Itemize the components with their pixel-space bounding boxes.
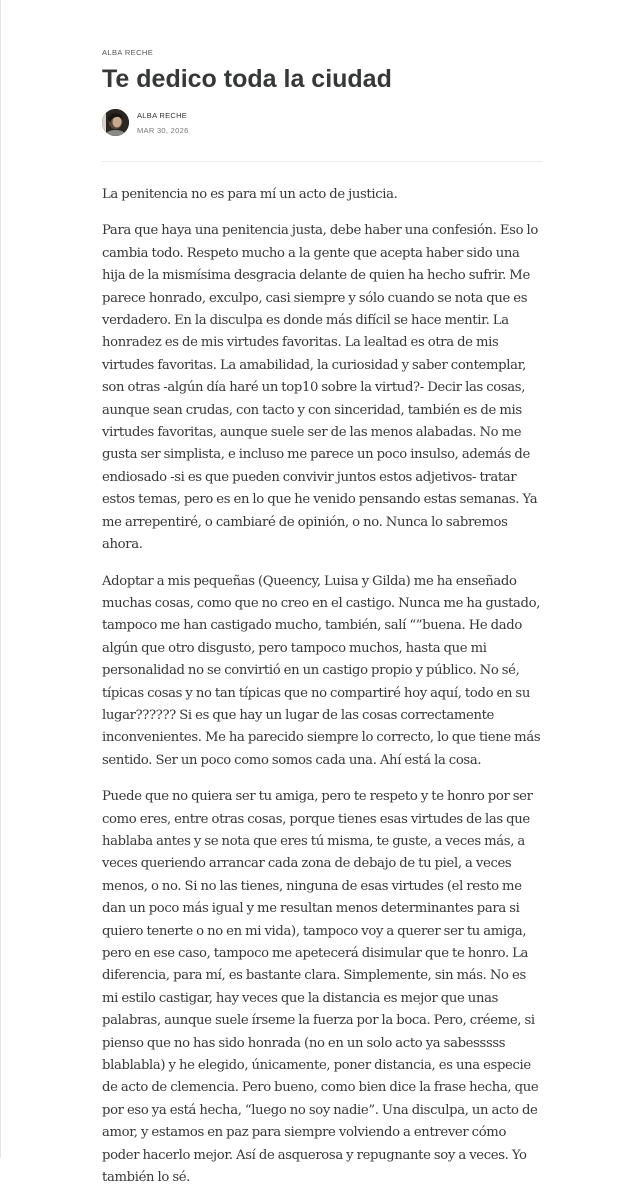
paragraph: La penitencia no es para mí un acto de justicia.	[102, 187, 398, 202]
avatar-photo-icon	[102, 109, 129, 136]
paragraph: Para que haya una penitencia justa, debe haber una confesión. Eso lo cambia todo. Respeto mucho a la gente que acepta haber sido una hija de la mismísima desgracia delante de quien ha hecho sufrir. Me parece honrado, exculpo, casi siempre y sólo cuando se nota que es verdadero. En la disculpa es donde más difícil se hace mentir. La honradez es de mis virtudes favoritas. La lealtad es otra de mis virtudes favoritas. La amabilidad, la curiosidad y saber contemplar, son otras -algún día haré un top10 sobre la virtud?- Decir las cosas, aunque sean crudas, con tacto y con sinceridad, también es de mis virtudes favoritas, aunque suele ser de las menos alabadas. No me gusta ser simplista, e incluso me parece un poco insulso, además de endiosado -si es que pueden convivir juntos estos adjetivos- tratar estos temas, pero es en lo que he venido pensando estas semanas. Ya me arrepentiré, o cambiaré de opinión, o no. Nunca lo sabremos ahora.	[102, 223, 538, 553]
left-edge-rule	[0, 0, 1, 1158]
publication-name[interactable]: ALBA RECHE	[102, 48, 154, 57]
byline	[102, 108, 402, 136]
paragraph: Adoptar a mis pequeñas (Queency, Luisa y Gilda) me ha enseñado muchas cosas, como que no creo en el castigo. Nunca me ha gustado, tampoco me han castigado mucho, también, salí “”buena. He dado algún que otro disgusto, pero tampoco muchos, hasta que mi personalidad no se convirtió en un castigo propio y público. No sé, típicas cosas y no tan típicas que no compartiré hoy aquí, todo en su lugar?????? Si es que hay un lugar de las cosas correctamente inconvenientes. Me ha parecido siempre lo correcto, lo que tiene más sentido. Ser un poco como somos cada una. Ahí está la cosa.	[102, 573, 541, 768]
author-avatar[interactable]	[102, 109, 129, 136]
article-body	[102, 184, 543, 1203]
post-title: Te dedico toda la ciudad	[102, 65, 392, 93]
header-divider	[102, 161, 543, 162]
paragraph: Puede que no quiera ser tu amiga, pero te respeto y te honro por ser como eres, entre otras cosas, porque tienes esas virtudes de las que hablaba antes y se nota que eres tú misma, te guste, a veces más, a veces queriendo arrancar cada zona de debajo de tu piel, a veces menos, o no. Si no las tienes, ninguna de esas virtudes (el resto me dan un poco más igual y me resultan menos determinantes para si quiero tenerte o no en mi vida), tampoco voy a querer ser tu amiga, pero en ese caso, tampoco me apetecerá disimular que te honro. La diferencia, para mí, es bastante clara. Simplemente, sin más. No es mi estilo castigar, hay veces que la distancia es mejor que unas palabras, aunque suele írseme la fuerza por la boca. Pero, créeme, si pienso que no has sido honrada (no en un solo acto ya sabesssss blablabla) y he elegido, únicamente, poner distancia, es una especie de acto de clemencia. Pero bueno, como bien dice la frase hecha, que por eso ya está hecha, “luego no soy nadie”. Una disculpa, un acto de amor, y estamos en paz para siempre volviendo a entrever cómo poder hacerlo mejor. Así de asquerosa y repugnante soy a veces. Yo también lo sé.	[102, 789, 539, 1186]
post-date: MAR 30, 2026	[137, 126, 189, 135]
author-name[interactable]: ALBA RECHE	[137, 111, 188, 120]
